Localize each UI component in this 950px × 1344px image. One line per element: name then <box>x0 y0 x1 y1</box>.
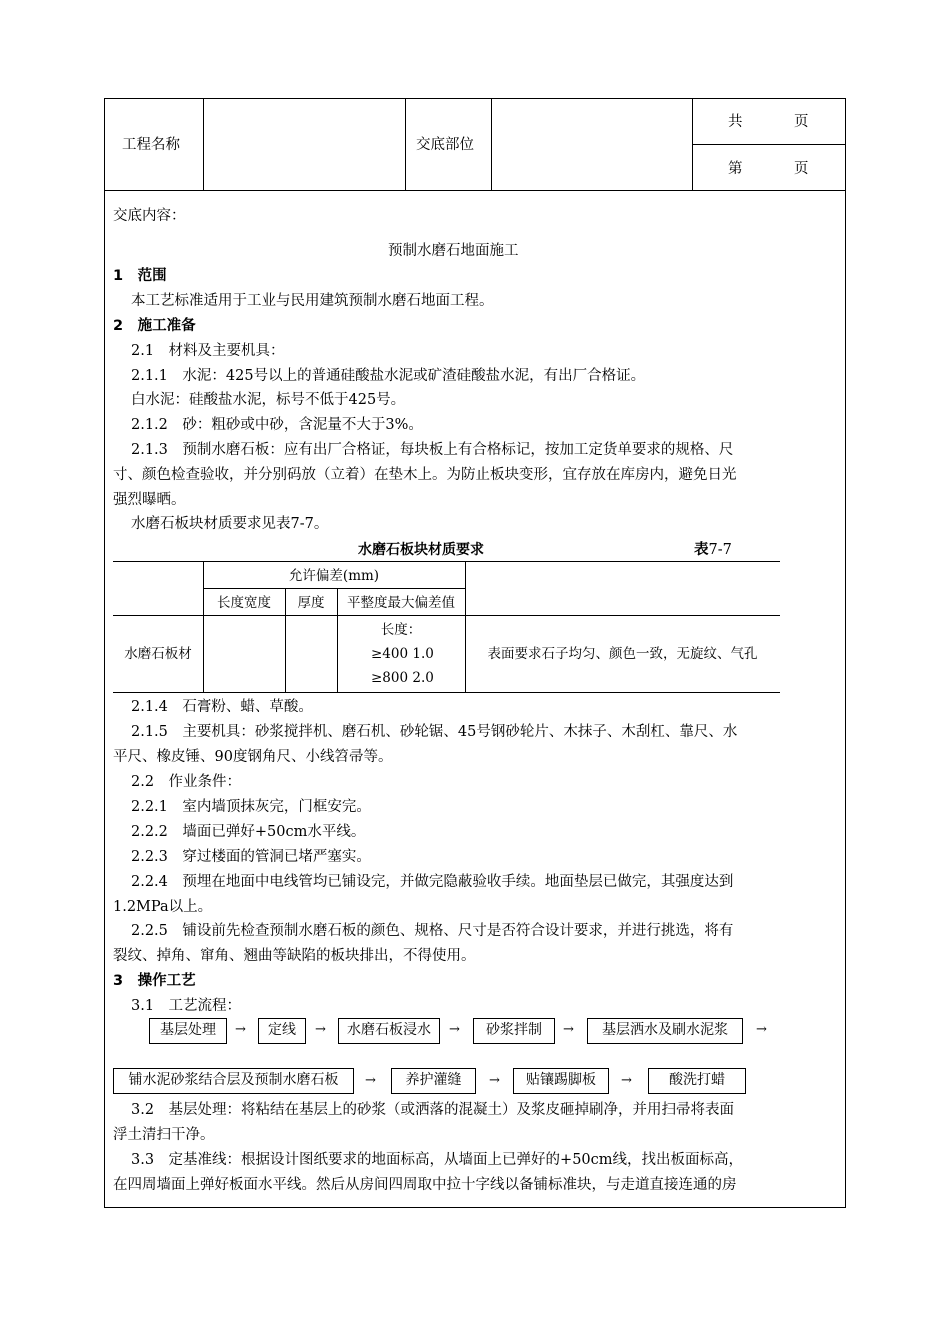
section-3-2-line1: 3.2 基层处理：将粘结在基层上的砂浆（或洒落的混凝土）及浆皮砸掉刷净，并用扫帚将表面 <box>131 1102 735 1118</box>
section-2-1-3-line2: 寸、颜色检查验收，并分别码放（立着）在垫木上。为防止板块变形，宜存放在库房内，避免日光 <box>113 467 737 483</box>
flow-arrow-5: → <box>756 1022 767 1037</box>
page-label-left: 第 <box>728 161 743 177</box>
table-top-rule <box>113 561 780 562</box>
flow-step-2: 定线 <box>258 1018 306 1044</box>
table-number <box>694 540 732 560</box>
section-3-2-line2: 浮土清扫干净。 <box>113 1127 215 1143</box>
table-flatness-line3: ≥800 2.0 <box>371 670 434 686</box>
section-1-heading: 1 范围 <box>113 268 167 284</box>
project-name-label: 工程名称 <box>122 137 180 153</box>
section-3-3-line2: 在四周墙面上弹好板面水平线。然后从房间四周取中拉十字线以备铺标准块，与走道直接连通的房 <box>113 1177 737 1193</box>
section-3-1: 3.1 工艺流程： <box>131 998 242 1014</box>
section-2-1-3-line1: 2.1.3 预制水磨石板：应有出厂合格证，每块板上有合格标记，按加工定货单要求的规格、尺 <box>131 442 734 458</box>
total-pages-label-left: 共 <box>728 114 743 130</box>
header-divider-3 <box>491 98 492 191</box>
flow-arrow-7: → <box>489 1073 500 1088</box>
section-2-1-1b: 白水泥：硅酸盐水泥，标号不低于425号。 <box>131 392 406 408</box>
table-row-name: 水磨石板材 <box>124 646 192 662</box>
handover-part-label: 交底部位 <box>416 137 474 153</box>
table-col-length-width: 长度宽度 <box>217 595 271 611</box>
flow-arrow-3: → <box>449 1022 460 1037</box>
table-col-thickness: 厚度 <box>297 595 325 611</box>
section-3-heading: 3 操作工艺 <box>113 973 196 989</box>
header-bottom-line <box>104 190 846 191</box>
content-label: 交底内容： <box>113 208 186 224</box>
section-2-1-4: 2.1.4 石膏粉、蜡、草酸。 <box>131 699 313 715</box>
table-col-flatness: 平整度最大偏差值 <box>347 595 455 611</box>
table-bottom-rule <box>113 692 780 693</box>
table-number-value: 7-7 <box>708 542 732 558</box>
table-remark: 表面要求石子均匀、颜色一致，无旋纹、气孔 <box>487 646 758 662</box>
flow-arrow-4: → <box>563 1022 574 1037</box>
header-divider-1 <box>203 98 204 191</box>
flow-step-1: 基层处理 <box>149 1018 227 1044</box>
table-flatness-line2: ≥400 1.0 <box>371 646 434 662</box>
table-header-group: 允许偏差(mm) <box>288 568 380 584</box>
header-page-split <box>692 144 846 145</box>
section-1-text: 本工艺标准适用于工业与民用建筑预制水磨石地面工程。 <box>131 293 494 309</box>
table-col-line-4 <box>465 562 466 692</box>
flow-arrow-1: → <box>235 1022 246 1037</box>
header-divider-2 <box>405 98 406 191</box>
flow-step-5: 基层洒水及刷水泥浆 <box>587 1018 743 1044</box>
flow-step-3: 水磨石板浸水 <box>338 1018 440 1044</box>
section-2-2-4-line2: 1.2MPa以上。 <box>113 899 213 915</box>
section-2-2-2: 2.2.2 墙面已弹好+50cm水平线。 <box>131 824 366 840</box>
table-group-rule <box>203 588 465 589</box>
table-header-rule <box>113 615 780 616</box>
flow-arrow-2: → <box>315 1022 326 1037</box>
flow-step-8: 贴镶踢脚板 <box>513 1068 609 1094</box>
section-2-1: 2.1 材料及主要机具： <box>131 343 285 359</box>
table-title: 水磨石板块材质要求 <box>358 542 484 558</box>
table-number-label: 表 <box>694 542 709 558</box>
section-2-2-1: 2.2.1 室内墙顶抹灰完，门框安完。 <box>131 799 371 815</box>
section-3-3-line1: 3.3 定基准线：根据设计图纸要求的地面标高，从墙面上已弹好的+50cm线，找出板面标高， <box>131 1152 744 1168</box>
section-2-2-5-line2: 裂纹、掉角、窜角、翘曲等缺陷的板块排出，不得使用。 <box>113 948 476 964</box>
flow-step-4: 砂浆拌制 <box>473 1018 555 1044</box>
section-2-2-4-line1: 2.2.4 预埋在地面中电线管均已铺设完，并做完隐蔽验收手续。地面垫层已做完，其强度达到 <box>131 874 734 890</box>
section-2-1-5-line2: 平尺、橡皮锤、90度钢角尺、小线笤帚等。 <box>113 749 393 765</box>
section-2-1-5-line1: 2.1.5 主要机具：砂浆搅拌机、磨石机、砂轮锯、45号钢砂轮片、木抹子、木刮杠、靠尺、水 <box>131 724 738 740</box>
table-flatness-line1: 长度： <box>380 622 422 638</box>
section-2-2-3: 2.2.3 穿过楼面的管洞已堵严塞实。 <box>131 849 371 865</box>
section-2-1-1: 2.1.1 水泥：425号以上的普通硅酸盐水泥或矿渣硅酸盐水泥，有出厂合格证。 <box>131 368 646 384</box>
total-pages-label-right: 页 <box>794 114 809 130</box>
flow-step-6: 铺水泥砂浆结合层及预制水磨石板 <box>113 1068 354 1094</box>
section-2-2-5-line1: 2.2.5 铺设前先检查预制水磨石板的颜色、规格、尺寸是否符合设计要求，并进行挑选，将有 <box>131 923 734 939</box>
flow-step-9: 酸洗打蜡 <box>648 1068 746 1094</box>
flow-arrow-6: → <box>365 1073 376 1088</box>
section-2-heading: 2 施工准备 <box>113 318 196 334</box>
section-2-1-3-line4: 水磨石板块材质要求见表7-7。 <box>131 516 329 532</box>
doc-title: 预制水磨石地面施工 <box>388 243 519 259</box>
flow-step-7: 养护灌缝 <box>391 1068 476 1094</box>
page-label-right: 页 <box>794 161 809 177</box>
section-2-1-3-line3: 强烈曝晒。 <box>113 492 186 508</box>
flow-arrow-8: → <box>621 1073 632 1088</box>
section-2-1-2: 2.1.2 砂：粗砂或中砂，含泥量不大于3%。 <box>131 417 423 433</box>
section-2-2: 2.2 作业条件： <box>131 774 242 790</box>
